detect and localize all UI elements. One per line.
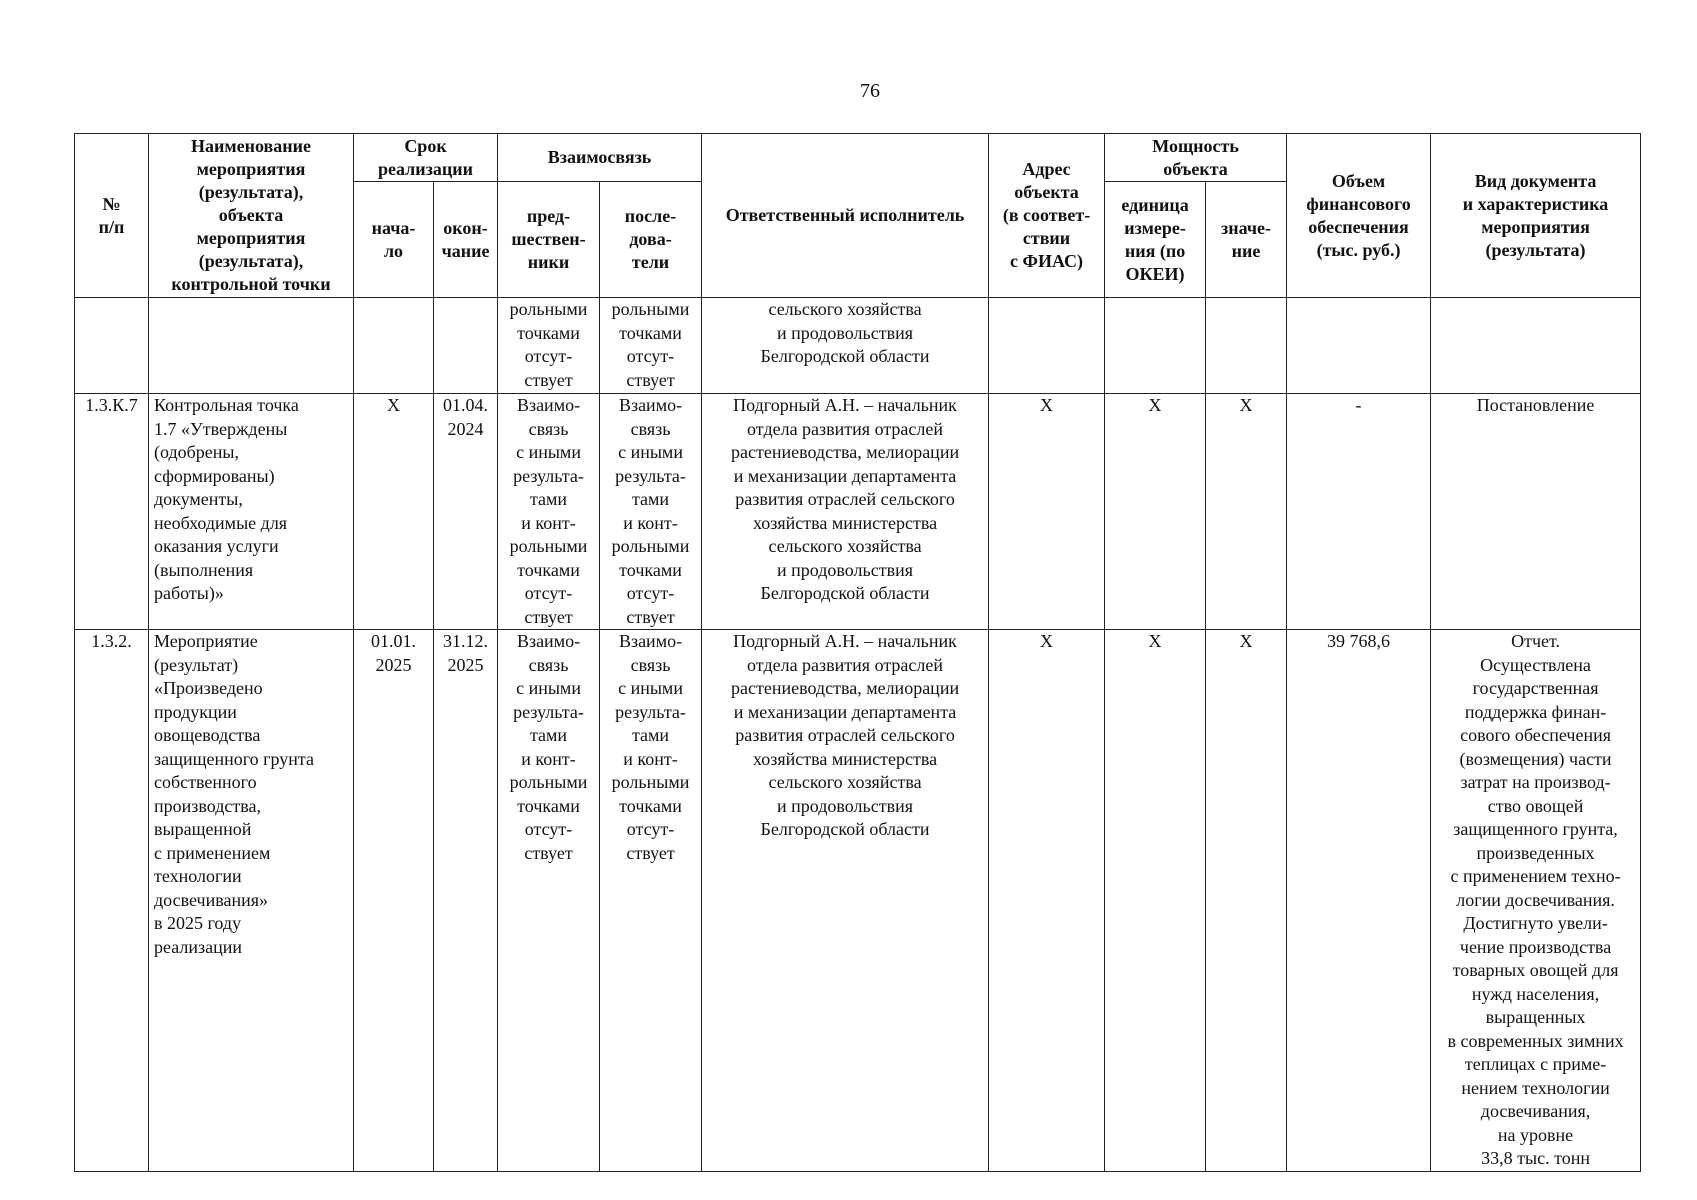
row-value: Х xyxy=(1206,630,1287,1172)
text-line: (выполнения xyxy=(154,559,254,580)
header-funding xyxy=(1287,134,1431,298)
text-line: отдела развития отраслей xyxy=(747,418,943,439)
text-line: ОКЕИ) xyxy=(1125,263,1185,284)
header-predecessors xyxy=(498,182,600,298)
text-line: и продовольствия xyxy=(777,322,914,343)
text-line: тами xyxy=(631,489,670,509)
text-line: Подгорный А.Н. – начальник xyxy=(733,631,957,651)
text-line: ствует xyxy=(626,842,675,863)
text-line: связь xyxy=(630,654,671,675)
row-funding: - xyxy=(1287,394,1431,630)
header-capacity xyxy=(1105,134,1287,182)
row-start: Х xyxy=(354,394,434,630)
row-unit xyxy=(1105,298,1206,394)
text-line: контрольной точки xyxy=(171,274,331,294)
text-line: значе- xyxy=(1221,217,1272,238)
text-line: единица xyxy=(1121,194,1189,215)
text-line: 01.04. xyxy=(443,395,488,415)
header-start xyxy=(354,182,434,298)
text-line: и конт- xyxy=(521,512,576,533)
text-line: и конт- xyxy=(623,512,678,533)
text-line: 01.01. xyxy=(371,631,416,651)
text-line: № xyxy=(102,193,121,214)
text-line: продукции xyxy=(154,701,237,722)
text-line: Отчет. xyxy=(1511,631,1560,651)
text-line: (возмещения) части xyxy=(1459,748,1612,769)
text-line: мероприятия xyxy=(196,159,306,179)
text-line: (результата) xyxy=(1485,239,1586,260)
text-line: поддержка финан- xyxy=(1464,701,1607,722)
row-end xyxy=(434,394,498,630)
row-value xyxy=(1206,298,1287,394)
text-line: с иными xyxy=(516,442,581,462)
text-line: сельского хозяйства xyxy=(768,299,922,319)
row-responsible xyxy=(702,298,989,394)
text-line: связь xyxy=(528,418,569,439)
text-line: (одобрены, xyxy=(154,442,240,462)
text-line: Вид документа xyxy=(1474,170,1597,191)
text-line: Белгородской области xyxy=(760,583,930,603)
page-number: 76 xyxy=(860,80,880,102)
row-address: Х xyxy=(989,630,1105,1172)
header-responsible: Ответственный исполнитель xyxy=(702,134,989,298)
text-line: точками xyxy=(517,322,580,343)
text-line: Мероприятие xyxy=(154,631,258,651)
text-line: развития отраслей сельского xyxy=(735,489,955,509)
text-line: собственного xyxy=(154,772,257,792)
row-doc xyxy=(1431,394,1641,630)
text-line: мероприятия xyxy=(196,228,306,248)
text-line: Мощность xyxy=(1152,135,1239,156)
text-line: работы)» xyxy=(154,583,224,603)
text-line: логии досвечивания. xyxy=(1456,889,1615,910)
text-line: Наименование xyxy=(191,136,311,156)
header-successors xyxy=(600,182,702,298)
text-line: пред- xyxy=(526,206,571,226)
text-line: отсут- xyxy=(626,346,675,366)
text-line: Адрес xyxy=(1022,159,1071,179)
row-predecessors xyxy=(498,394,600,630)
text-line: досвечивания» xyxy=(154,889,269,910)
row-num: 1.3.2. xyxy=(75,630,149,1172)
row-address: Х xyxy=(989,394,1105,630)
table-row xyxy=(75,298,1641,394)
text-line: сового обеспечения xyxy=(1460,725,1611,745)
header-relation: Взаимосвязь xyxy=(498,134,702,182)
text-line: оказания услуги xyxy=(154,536,279,556)
text-line: чание xyxy=(441,240,490,261)
text-line: результа- xyxy=(615,701,686,722)
text-line: 1.7 «Утверждены xyxy=(154,418,288,439)
text-line: тели xyxy=(631,252,670,272)
text-line: ние xyxy=(1231,240,1261,261)
text-line: защищенного грунта, xyxy=(1453,819,1618,839)
text-line: произведенных xyxy=(1476,842,1595,863)
text-line: ствует xyxy=(626,606,675,627)
text-line: Срок xyxy=(404,135,447,156)
text-line: с иными xyxy=(516,678,581,698)
text-line: мероприятия xyxy=(1481,216,1590,237)
text-line: объекта xyxy=(1014,182,1079,202)
row-responsible xyxy=(702,630,989,1172)
row-name xyxy=(149,630,354,1172)
text-line: и характеристика xyxy=(1462,193,1609,214)
text-line: Взаимо- xyxy=(618,395,683,415)
row-name xyxy=(149,394,354,630)
text-line: финансового xyxy=(1306,193,1411,214)
text-line: ствует xyxy=(626,369,675,390)
text-line: 33,8 тыс. тонн xyxy=(1481,1148,1590,1168)
text-line: отсут- xyxy=(626,819,675,839)
text-line: нужд населения, xyxy=(1471,983,1600,1004)
row-value: Х xyxy=(1206,394,1287,630)
text-line: Белгородской области xyxy=(760,819,930,839)
text-line: связь xyxy=(528,654,569,675)
text-line: в современных зимних xyxy=(1447,1030,1624,1051)
row-unit: Х xyxy=(1105,394,1206,630)
text-line: с иными xyxy=(618,442,683,462)
text-line: защищенного грунта xyxy=(154,748,314,769)
text-line: реализации xyxy=(378,158,473,179)
row-end xyxy=(434,630,498,1172)
text-line: на уровне xyxy=(1497,1124,1574,1145)
text-line: ники xyxy=(527,252,570,272)
row-funding: 39 768,6 xyxy=(1287,630,1431,1172)
text-line: рольными xyxy=(611,299,690,319)
text-line: ствует xyxy=(524,369,573,390)
text-line: дова- xyxy=(629,229,672,249)
text-line: товарных овощей для xyxy=(1452,960,1619,980)
text-line: шествен- xyxy=(511,229,586,249)
row-unit: Х xyxy=(1105,630,1206,1172)
text-line: растениеводства, мелиорации xyxy=(730,442,960,462)
text-line: Достигнуто увели- xyxy=(1463,913,1608,933)
text-line: окон- xyxy=(443,217,488,238)
text-line: хозяйства министерства xyxy=(752,748,938,769)
text-line: точками xyxy=(619,322,682,343)
text-line: хозяйства министерства xyxy=(752,512,938,533)
row-address xyxy=(989,298,1105,394)
text-line: ло xyxy=(383,240,404,261)
text-line: тами xyxy=(631,725,670,745)
header-period xyxy=(354,134,498,182)
text-line: (результат) xyxy=(154,654,239,675)
row-responsible xyxy=(702,394,989,630)
text-line: в 2025 году xyxy=(154,913,242,933)
text-line: отдела развития отраслей xyxy=(747,654,943,675)
text-line: точками xyxy=(619,559,682,580)
row-start xyxy=(354,298,434,394)
row-num xyxy=(75,298,149,394)
text-line: рольными xyxy=(509,536,588,556)
text-line: производства, xyxy=(154,795,261,816)
text-line: рольными xyxy=(611,772,690,792)
text-line: сельского хозяйства xyxy=(768,536,922,556)
row-end xyxy=(434,298,498,394)
text-line: (тыс. руб.) xyxy=(1316,239,1401,260)
text-line: рольными xyxy=(509,299,588,319)
row-successors xyxy=(600,630,702,1172)
text-line: результа- xyxy=(615,465,686,486)
text-line: сформированы) xyxy=(154,465,275,486)
text-line: 2024 xyxy=(447,418,484,439)
text-line: результа- xyxy=(513,701,584,722)
row-funding xyxy=(1287,298,1431,394)
text-line: связь xyxy=(630,418,671,439)
text-line: с применением xyxy=(154,842,271,863)
text-line: Взаимо- xyxy=(516,395,581,415)
header-doc xyxy=(1431,134,1641,298)
text-line: и продовольствия xyxy=(777,559,914,580)
text-line: Белгородской области xyxy=(760,346,930,366)
text-line: Осуществлена xyxy=(1480,654,1591,675)
row-predecessors xyxy=(498,298,600,394)
text-line: отсут- xyxy=(524,583,573,603)
text-line: точками xyxy=(619,795,682,816)
text-line: выращенной xyxy=(154,819,252,839)
text-line: Взаимо- xyxy=(618,631,683,651)
header-name xyxy=(149,134,354,298)
text-line: чение производства xyxy=(1459,936,1612,957)
text-line: технологии xyxy=(154,866,242,886)
text-line: 2025 xyxy=(447,654,484,675)
text-line: 2025 xyxy=(375,654,412,675)
text-line: точками xyxy=(517,559,580,580)
header-num xyxy=(75,134,149,298)
text-line: Подгорный А.Н. – начальник xyxy=(733,395,957,415)
text-line: Контрольная точка xyxy=(154,395,299,415)
text-line: Объем xyxy=(1331,170,1386,191)
text-line: объекта xyxy=(218,205,284,225)
text-line: ствует xyxy=(524,842,573,863)
text-line: «Произведено xyxy=(154,678,263,698)
row-name xyxy=(149,298,354,394)
text-line: измере- xyxy=(1124,217,1186,238)
text-line: (результата), xyxy=(198,251,304,271)
text-line: растениеводства, мелиорации xyxy=(730,678,960,698)
text-line: необходимые для xyxy=(154,512,288,533)
text-line: документы, xyxy=(154,489,243,509)
text-line: и продовольствия xyxy=(777,795,914,816)
row-successors xyxy=(600,394,702,630)
header-unit xyxy=(1105,182,1206,298)
text-line: ствует xyxy=(524,606,573,627)
table-row xyxy=(75,394,1641,630)
text-line: досвечивания, xyxy=(1480,1101,1591,1121)
text-line: и механизации департамента xyxy=(733,465,957,486)
measures-table xyxy=(74,133,1641,1172)
text-line: отсут- xyxy=(524,346,573,366)
text-line: ствии xyxy=(1022,228,1071,248)
text-line: Взаимо- xyxy=(516,631,581,651)
row-doc xyxy=(1431,630,1641,1172)
text-line: отсут- xyxy=(524,819,573,839)
text-line: 31.12. xyxy=(443,631,488,651)
table-row xyxy=(75,630,1641,1172)
text-line: затрат на производ- xyxy=(1460,772,1611,792)
text-line: Постановление xyxy=(1476,395,1595,415)
row-successors xyxy=(600,298,702,394)
row-start xyxy=(354,630,434,1172)
header-end xyxy=(434,182,498,298)
text-line: выращенных xyxy=(1485,1007,1586,1027)
text-line: овощеводства xyxy=(154,725,261,745)
text-line: с ФИАС) xyxy=(1010,251,1084,271)
text-line: и конт- xyxy=(521,748,576,769)
text-line: ния (по xyxy=(1124,240,1186,261)
text-line: результа- xyxy=(513,465,584,486)
text-line: сельского хозяйства xyxy=(768,772,922,792)
text-line: рольными xyxy=(509,772,588,792)
text-line: нача- xyxy=(371,217,416,238)
text-line: развития отраслей сельского xyxy=(735,725,955,745)
text-line: ство овощей xyxy=(1487,795,1584,816)
text-line: теплицах с приме- xyxy=(1464,1054,1607,1074)
text-line: объекта xyxy=(1163,158,1228,179)
text-line: п/п xyxy=(98,216,125,237)
text-line: рольными xyxy=(611,536,690,556)
text-line: реализации xyxy=(154,936,242,957)
text-line: с иными xyxy=(618,678,683,698)
text-line: тами xyxy=(529,725,568,745)
text-line: и механизации департамента xyxy=(733,701,957,722)
text-line: (в соответ- xyxy=(1002,205,1091,225)
row-predecessors xyxy=(498,630,600,1172)
header-value xyxy=(1206,182,1287,298)
header-address xyxy=(989,134,1105,298)
text-line: (результата), xyxy=(198,182,304,202)
text-line: государственная xyxy=(1472,678,1599,698)
text-line: точками xyxy=(517,795,580,816)
text-line: с применением техно- xyxy=(1450,866,1621,886)
row-num: 1.3.К.7 xyxy=(75,394,149,630)
row-doc xyxy=(1431,298,1641,394)
text-line: отсут- xyxy=(626,583,675,603)
text-line: тами xyxy=(529,489,568,509)
text-line: и конт- xyxy=(623,748,678,769)
text-line: обеспечения xyxy=(1308,216,1409,237)
text-line: после- xyxy=(624,206,677,226)
text-line: нением технологии xyxy=(1461,1077,1610,1098)
